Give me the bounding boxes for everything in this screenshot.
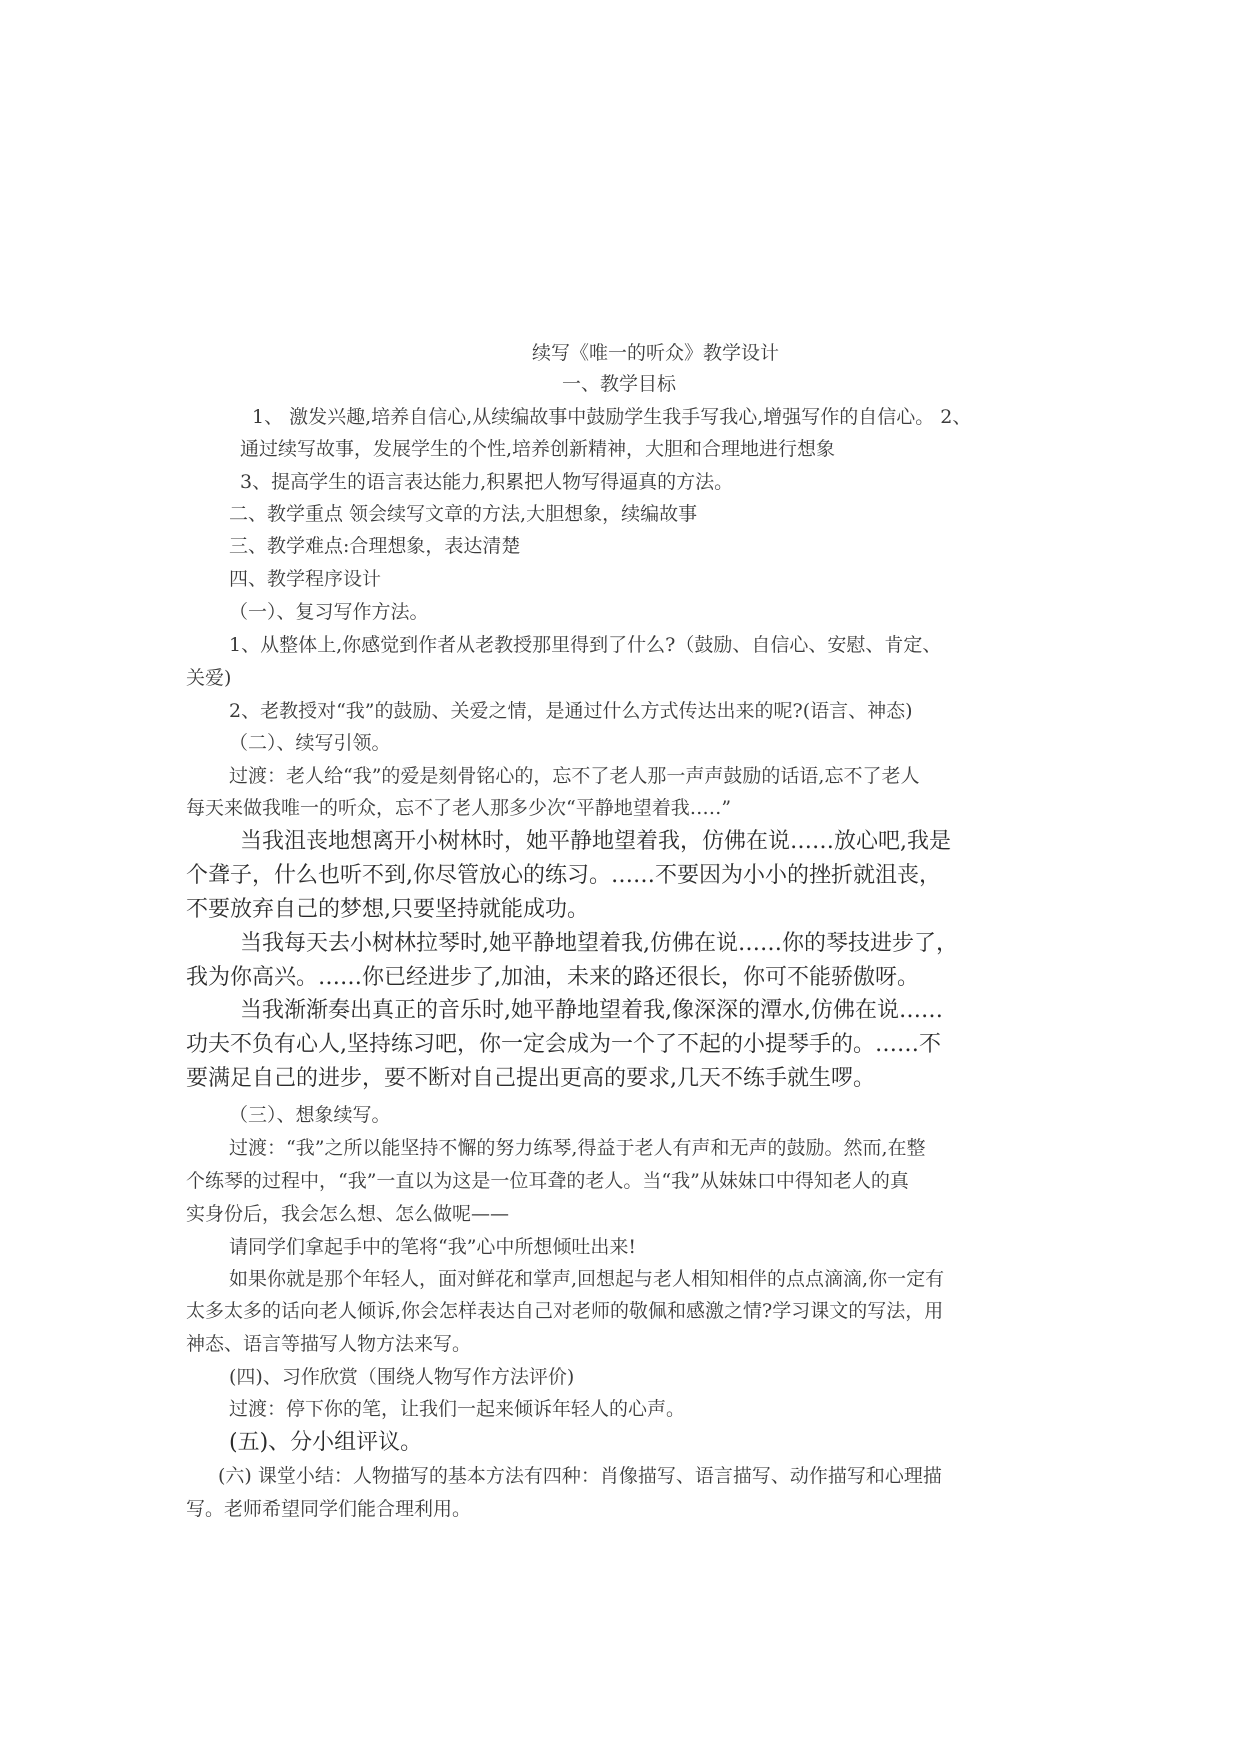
question-text: 关爱) xyxy=(186,667,232,689)
body-paragraph-text: 要满足自己的进步，要不断对自己提出更高的要求,几天不练手就生啰。 xyxy=(186,1066,875,1091)
transition-text: 过渡：老人给“我”的爱是刻骨铭心的，忘不了老人那一声声鼓励的话语,忘不了老人 xyxy=(229,765,920,787)
instruction-text: 神态、语言等描写人物方法来写。 xyxy=(186,1333,472,1355)
document-title: 续写《唯一的听众》教学设计 xyxy=(532,342,780,364)
question-text: 1、从整体上,你感觉到作者从老教授那里得到了什么?（鼓励、自信心、安慰、肯定、 xyxy=(229,634,942,656)
body-paragraph-text: 功夫不负有心人,坚持练习吧，你一定会成为一个了不起的小提琴手的。……不 xyxy=(186,1032,941,1057)
step-heading: (五)、分小组评议。 xyxy=(229,1430,423,1455)
step-heading: （一）、复习写作方法。 xyxy=(229,601,429,623)
instruction-text: 请同学们拿起手中的笔将“我”心中所想倾吐出来! xyxy=(229,1236,637,1258)
step-heading: （二）、续写引领。 xyxy=(229,732,391,754)
transition-text: 每天来做我唯一的听众，忘不了老人那多少次“平静地望着我…‥” xyxy=(186,797,732,819)
goal-text: 1、 激发兴趣,培养自信心,从续编故事中鼓励学生我手写我心,增强写作的自信心。 2、 xyxy=(252,406,972,428)
section-heading-key-points: 二、教学重点 领会续写文章的方法,大胆想象，续编故事 xyxy=(229,503,698,525)
transition-text: 个练琴的过程中，“我”一直以为这是一位耳聋的老人。当“我”从妹妹口中得知老人的真 xyxy=(186,1170,909,1192)
summary-text: 写。老师希望同学们能合理利用。 xyxy=(186,1498,472,1520)
instruction-text: 太多太多的话向老人倾诉,你会怎样表达自己对老师的敬佩和感激之情?学习课文的写法，用 xyxy=(186,1300,944,1322)
transition-text: 过渡：停下你的笔，让我们一起来倾诉年轻人的心声。 xyxy=(229,1398,686,1420)
body-paragraph-text: 个聋子，什么也听不到,你尽管放心的练习。……不要因为小小的挫折就沮丧， xyxy=(186,863,941,888)
section-heading-goals: 一、教学目标 xyxy=(562,373,677,395)
body-paragraph-text: 当我沮丧地想离开小树林时，她平静地望着我，仿佛在说……放心吧,我是 xyxy=(240,829,951,854)
goal-text: 3、提高学生的语言表达能力,积累把人物写得逼真的方法。 xyxy=(240,471,734,493)
instruction-text: 如果你就是那个年轻人，面对鲜花和掌声,回想起与老人相知相伴的点点滴滴,你一定有 xyxy=(229,1268,945,1290)
step-heading: （三）、想象续写。 xyxy=(229,1104,391,1126)
body-paragraph-text: 我为你高兴。……你已经进步了,加油，未来的路还很长，你可不能骄傲呀。 xyxy=(186,965,919,990)
transition-text: 实身份后，我会怎么想、怎么做呢—— xyxy=(186,1203,510,1225)
goal-text: 通过续写故事，发展学生的个性,培养创新精神，大胆和合理地进行想象 xyxy=(240,438,836,460)
body-paragraph-text: 当我渐渐奏出真正的音乐时,她平静地望着我,像深深的潭水,仿佛在说…… xyxy=(240,998,943,1023)
section-heading-difficulties: 三、教学难点:合理想象，表达清楚 xyxy=(229,535,521,557)
section-heading-procedure: 四、教学程序设计 xyxy=(229,568,382,590)
question-text: 2、老教授对“我”的鼓励、关爱之情，是通过什么方式传达出来的呢?(语言、神态) xyxy=(229,700,913,722)
summary-text: (六) 课堂小结：人物描写的基本方法有四种：肖像描写、语言描写、动作描写和心理描 xyxy=(218,1465,942,1487)
body-paragraph-text: 不要放弃自己的梦想,只要坚持就能成功。 xyxy=(186,897,589,922)
step-heading: (四)、习作欣赏（围绕人物写作方法评价) xyxy=(229,1366,575,1388)
transition-text: 过渡：“我”之所以能坚持不懈的努力练琴,得益于老人有声和无声的鼓励。然而,在整 xyxy=(229,1137,926,1159)
body-paragraph-text: 当我每天去小树林拉琴时,她平静地望着我,仿佛在说……你的琴技进步了， xyxy=(240,931,958,956)
